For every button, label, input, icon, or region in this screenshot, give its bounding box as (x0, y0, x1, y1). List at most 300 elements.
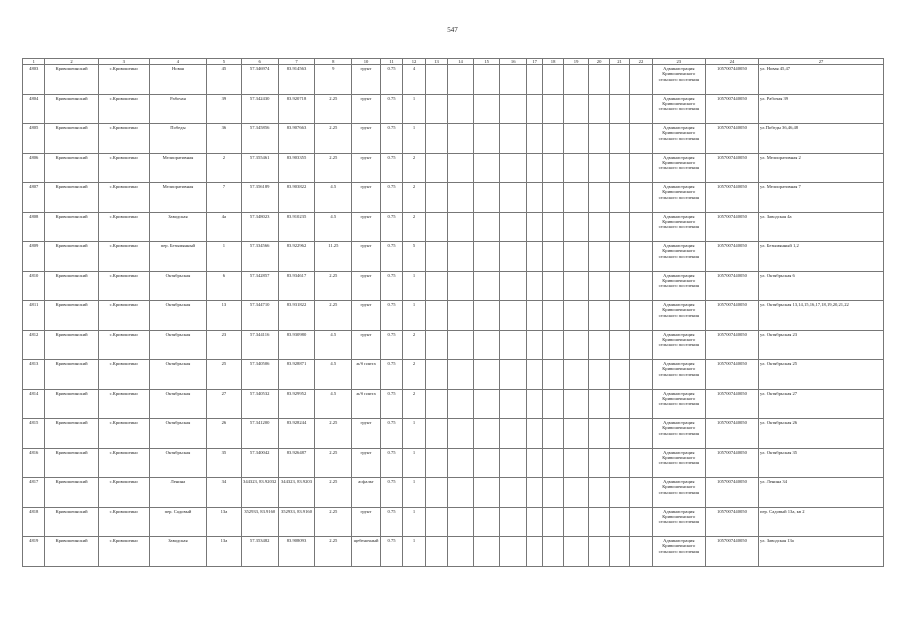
table-row (23, 153, 884, 183)
table-cell: Администрация Кривошеинского сельского поселения (652, 242, 705, 272)
table-cell (526, 389, 542, 419)
table-cell: 4.5 (315, 330, 352, 360)
column-header: 1 (23, 59, 45, 65)
table-cell: 2.25 (315, 419, 352, 449)
table-cell (425, 153, 447, 183)
table-cell: 39 (207, 94, 242, 124)
table-cell (425, 212, 447, 242)
table-cell: 4817 (23, 478, 45, 508)
table-cell (630, 360, 652, 390)
table-cell (563, 448, 589, 478)
table-cell: 1057007440050 (705, 478, 758, 508)
table-cell: 0.75 (380, 242, 402, 272)
table-cell: 1057007440050 (705, 507, 758, 537)
table-cell: Администрация Кривошеинского сельского поселения (652, 94, 705, 124)
table-cell: 4810 (23, 271, 45, 301)
table-cell: Кривошеинский (45, 271, 98, 301)
table-cell (630, 183, 652, 213)
table-cell: ж/б плита (352, 360, 381, 390)
table-cell (473, 330, 500, 360)
table-cell (543, 507, 563, 537)
table-cell: 2.25 (315, 507, 352, 537)
table-cell (425, 389, 447, 419)
table-cell: 83.910235 (278, 212, 315, 242)
table-cell (589, 153, 609, 183)
table-cell: 4816 (23, 448, 45, 478)
table-cell (473, 65, 500, 95)
table-row (23, 212, 884, 242)
table-cell: 35 (207, 448, 242, 478)
column-header: 20 (589, 59, 609, 65)
table-cell: с.Кривошеино (98, 537, 149, 567)
table-cell (630, 301, 652, 331)
table-cell (609, 183, 629, 213)
table-cell: 0.75 (380, 360, 402, 390)
table-cell: грунт (352, 124, 381, 154)
table-cell (630, 212, 652, 242)
table-cell: 57.334566 (241, 242, 278, 272)
table-cell: 57.342857 (241, 271, 278, 301)
table-cell (630, 478, 652, 508)
table-cell (589, 419, 609, 449)
table-cell (425, 537, 447, 567)
table-cell: 1057007440050 (705, 65, 758, 95)
table-cell: ул. Октябрьская 23 (759, 330, 884, 360)
table-cell: Кривошеинский (45, 507, 98, 537)
table-cell: 57.346974 (241, 65, 278, 95)
table-cell: 4814 (23, 389, 45, 419)
table-cell: грунт (352, 301, 381, 331)
table-cell (425, 330, 447, 360)
table-cell: 4809 (23, 242, 45, 272)
table-cell (563, 389, 589, 419)
table-cell: 1057007440050 (705, 448, 758, 478)
table-cell (500, 507, 527, 537)
registry-table (22, 58, 884, 567)
table-cell: 1 (403, 537, 425, 567)
table-cell: с.Кривошеино (98, 65, 149, 95)
table-cell: 0.75 (380, 537, 402, 567)
table-cell (609, 153, 629, 183)
table-cell: 1 (207, 242, 242, 272)
table-cell (609, 478, 629, 508)
table-row (23, 419, 884, 449)
table-cell (609, 271, 629, 301)
table-cell: с.Кривошеино (98, 183, 149, 213)
table-cell (609, 419, 629, 449)
table-row (23, 124, 884, 154)
table-cell (425, 124, 447, 154)
table-cell (473, 301, 500, 331)
table-cell: с.Кривошеино (98, 271, 149, 301)
table-cell (563, 330, 589, 360)
table-cell: 1057007440050 (705, 537, 758, 567)
table-cell (589, 360, 609, 390)
table-cell: 1057007440050 (705, 183, 758, 213)
table-cell: 1057007440050 (705, 242, 758, 272)
table-cell: 7 (207, 183, 242, 213)
table-cell: с.Кривошеино (98, 153, 149, 183)
table-cell (609, 389, 629, 419)
table-cell: грунт (352, 507, 381, 537)
table-cell (526, 448, 542, 478)
table-cell: Администрация Кривошеинского сельского поселения (652, 124, 705, 154)
table-cell (500, 153, 527, 183)
table-cell: 57.344116 (241, 330, 278, 360)
table-cell (563, 419, 589, 449)
table-cell: 2 (403, 212, 425, 242)
table-cell: Кривошеинский (45, 124, 98, 154)
table-cell (543, 271, 563, 301)
table-cell: 57.355461 (241, 153, 278, 183)
table-cell: грунт (352, 153, 381, 183)
table-cell: 27 (207, 389, 242, 419)
column-header: 19 (563, 59, 589, 65)
table-cell: 4813 (23, 360, 45, 390)
table-cell (630, 507, 652, 537)
column-header: 14 (448, 59, 474, 65)
table-cell: 2 (403, 330, 425, 360)
table-cell (473, 183, 500, 213)
table-cell (589, 537, 609, 567)
table-cell (589, 448, 609, 478)
table-row (23, 448, 884, 478)
table-cell: 13 (207, 301, 242, 331)
table-row (23, 65, 884, 95)
table-cell: 0.75 (380, 478, 402, 508)
table-cell: 83.929952 (278, 389, 315, 419)
table-cell (526, 419, 542, 449)
table-cell: 4а (207, 212, 242, 242)
table-cell: 0.75 (380, 419, 402, 449)
table-cell (500, 271, 527, 301)
table-cell (563, 242, 589, 272)
table-cell: ул. Мелиоративная 7 (759, 183, 884, 213)
table-cell: Администрация Кривошеинского сельского поселения (652, 537, 705, 567)
column-header: 23 (652, 59, 705, 65)
table-cell: Октябрьская (149, 360, 206, 390)
table-cell: Администрация Кривошеинского сельского поселения (652, 360, 705, 390)
table-cell (609, 212, 629, 242)
table-cell: 57.341200 (241, 419, 278, 449)
table-row (23, 94, 884, 124)
table-cell (543, 301, 563, 331)
table-cell: 0.75 (380, 389, 402, 419)
table-cell (473, 478, 500, 508)
table-cell (589, 212, 609, 242)
table-cell (630, 94, 652, 124)
table-cell: ул. Октябрьская 27 (759, 389, 884, 419)
table-cell (425, 507, 447, 537)
table-cell: 1 (403, 448, 425, 478)
table-cell: 0.75 (380, 183, 402, 213)
table-cell (500, 183, 527, 213)
table-cell: Кривошеинский (45, 94, 98, 124)
table-cell (473, 94, 500, 124)
table-cell: 1057007440050 (705, 124, 758, 154)
table-cell: Администрация Кривошеинского сельского поселения (652, 183, 705, 213)
table-cell: 2.25 (315, 537, 352, 567)
table-cell: 344323, 83.9203 (278, 478, 315, 508)
table-cell (500, 212, 527, 242)
table-cell (543, 94, 563, 124)
table-cell: ул. Октябрьская 13,14,15,16,17,18,19,20,21,22 (759, 301, 884, 331)
table-cell: 83.928244 (278, 419, 315, 449)
table-cell (473, 153, 500, 183)
table-cell (448, 153, 474, 183)
table-cell: 1057007440050 (705, 271, 758, 301)
table-cell: 1 (403, 419, 425, 449)
table-cell (589, 94, 609, 124)
table-cell (473, 389, 500, 419)
table-cell: 0.75 (380, 65, 402, 95)
table-cell (609, 65, 629, 95)
table-cell: Администрация Кривошеинского сельского поселения (652, 389, 705, 419)
table-cell: ул. Октябрьская 6 (759, 271, 884, 301)
table-cell: с.Кривошеино (98, 419, 149, 449)
table-cell: ул. Мелиоративная 2 (759, 153, 884, 183)
table-cell: 83.903355 (278, 153, 315, 183)
table-cell: Кривошеинский (45, 360, 98, 390)
column-header: 10 (352, 59, 381, 65)
table-cell: грунт (352, 212, 381, 242)
table-cell (526, 153, 542, 183)
table-cell: Кривошеинский (45, 389, 98, 419)
table-cell: ж/б плита (352, 389, 381, 419)
table-cell: 6 (207, 271, 242, 301)
table-cell: с.Кривошеино (98, 507, 149, 537)
table-body (23, 65, 884, 567)
table-cell: Кривошеинский (45, 537, 98, 567)
table-cell (563, 537, 589, 567)
table-cell (473, 360, 500, 390)
table-cell: 83.926487 (278, 448, 315, 478)
column-header: 7 (278, 59, 315, 65)
column-header: 3 (98, 59, 149, 65)
table-cell: с.Кривошеино (98, 360, 149, 390)
table-cell (500, 242, 527, 272)
table-cell (630, 153, 652, 183)
table-cell: 0.75 (380, 212, 402, 242)
table-cell (543, 419, 563, 449)
table-cell: 0.75 (380, 124, 402, 154)
table-cell: 4811 (23, 301, 45, 331)
table-cell (425, 360, 447, 390)
table-cell: 344323, 83.92032 (241, 478, 278, 508)
table-cell: Заводская (149, 537, 206, 567)
table-cell: Кривошеинский (45, 65, 98, 95)
table-cell: 83.907663 (278, 124, 315, 154)
table-cell: грунт (352, 419, 381, 449)
table-cell (425, 419, 447, 449)
table-cell: 1057007440050 (705, 94, 758, 124)
table-cell: 83.934617 (278, 271, 315, 301)
table-cell (526, 301, 542, 331)
table-cell: 352933, 83.9160 (278, 507, 315, 537)
table-cell: 2 (403, 183, 425, 213)
table-cell (589, 301, 609, 331)
column-header: 2 (45, 59, 98, 65)
table-cell: 0.75 (380, 507, 402, 537)
table-cell: пер. Безымянный (149, 242, 206, 272)
table-cell (448, 507, 474, 537)
table-cell (543, 242, 563, 272)
table-cell: ул. Октябрьская 25 (759, 360, 884, 390)
table-cell (609, 242, 629, 272)
table-cell (543, 448, 563, 478)
table-row (23, 478, 884, 508)
table-cell: 2.25 (315, 124, 352, 154)
table-cell (448, 419, 474, 449)
column-header: 15 (473, 59, 500, 65)
table-cell (526, 94, 542, 124)
table-cell (473, 537, 500, 567)
table-cell (500, 301, 527, 331)
table-cell: 34 (207, 478, 242, 508)
table-row (23, 360, 884, 390)
table-cell (589, 330, 609, 360)
column-header: 6 (241, 59, 278, 65)
table-cell: Администрация Кривошеинского сельского поселения (652, 448, 705, 478)
table-cell (563, 94, 589, 124)
column-header: 13 (425, 59, 447, 65)
table-cell (425, 301, 447, 331)
table-cell (473, 271, 500, 301)
table-cell: грунт (352, 183, 381, 213)
table-row (23, 271, 884, 301)
table-cell: 83.928871 (278, 360, 315, 390)
table-cell (526, 271, 542, 301)
table-cell: грунт (352, 448, 381, 478)
table-cell (526, 65, 542, 95)
table-cell: 25 (207, 360, 242, 390)
table-cell (543, 124, 563, 154)
table-cell (609, 124, 629, 154)
table-cell: 4806 (23, 153, 45, 183)
table-cell (526, 183, 542, 213)
table-cell: Ленина (149, 478, 206, 508)
table-cell: Кривошеинский (45, 242, 98, 272)
table-cell (609, 301, 629, 331)
table-cell: 2.25 (315, 271, 352, 301)
column-header: 4 (149, 59, 206, 65)
table-cell: 36 (207, 124, 242, 154)
table-cell (425, 94, 447, 124)
table-cell (609, 537, 629, 567)
table-cell: 57.356189 (241, 183, 278, 213)
table-cell: 57.353482 (241, 537, 278, 567)
table-row (23, 389, 884, 419)
table-cell (473, 419, 500, 449)
table-cell (543, 389, 563, 419)
table-cell: 57.340506 (241, 360, 278, 390)
table-cell: Кривошеинский (45, 301, 98, 331)
table-cell (630, 537, 652, 567)
table-cell: 4807 (23, 183, 45, 213)
table-cell (589, 65, 609, 95)
table-cell: 4.5 (315, 389, 352, 419)
table-cell (526, 507, 542, 537)
table-cell: 83.908093 (278, 537, 315, 567)
table-cell: 11.25 (315, 242, 352, 272)
table-cell (500, 389, 527, 419)
column-header: 24 (705, 59, 758, 65)
table-cell: Октябрьская (149, 419, 206, 449)
table-row (23, 242, 884, 272)
table-cell: 4.5 (315, 183, 352, 213)
table-cell: Мелиоративная (149, 183, 206, 213)
table-cell: 4805 (23, 124, 45, 154)
table-cell: грунт (352, 330, 381, 360)
table-cell: Заводская (149, 212, 206, 242)
column-header: 8 (315, 59, 352, 65)
table-cell: с.Кривошеино (98, 389, 149, 419)
column-header: 21 (609, 59, 629, 65)
table-cell (543, 330, 563, 360)
table-cell (500, 448, 527, 478)
table-cell (448, 448, 474, 478)
table-cell (473, 212, 500, 242)
table-cell: 4 (403, 65, 425, 95)
table-cell (609, 360, 629, 390)
table-cell (589, 271, 609, 301)
table-cell: Мелиоративная (149, 153, 206, 183)
table-cell: 57.340532 (241, 389, 278, 419)
column-header: 17 (526, 59, 542, 65)
table-cell: Администрация Кривошеинского сельского поселения (652, 330, 705, 360)
table-cell: Администрация Кривошеинского сельского поселения (652, 153, 705, 183)
table-cell: 23 (207, 330, 242, 360)
table-cell (526, 478, 542, 508)
table-row (23, 507, 884, 537)
table-row (23, 183, 884, 213)
table-cell (425, 448, 447, 478)
table-cell: 1 (403, 507, 425, 537)
table-cell (448, 537, 474, 567)
table-cell: 57.344710 (241, 301, 278, 331)
table-cell: Кривошеинский (45, 330, 98, 360)
table-row (23, 301, 884, 331)
table-cell: 2.25 (315, 478, 352, 508)
column-header: 5 (207, 59, 242, 65)
table-cell (448, 212, 474, 242)
table-cell: 0.75 (380, 448, 402, 478)
table-cell: 1057007440050 (705, 153, 758, 183)
table-cell (589, 478, 609, 508)
table-cell (448, 124, 474, 154)
table-cell (609, 330, 629, 360)
table-cell (500, 537, 527, 567)
table-cell: 1057007440050 (705, 419, 758, 449)
table-cell (500, 124, 527, 154)
table-cell: Октябрьская (149, 448, 206, 478)
table-cell (563, 301, 589, 331)
table-cell: 2 (403, 153, 425, 183)
table-cell (630, 271, 652, 301)
table-cell (500, 65, 527, 95)
table-cell: с.Кривошеино (98, 212, 149, 242)
table-cell (473, 448, 500, 478)
table-cell (448, 360, 474, 390)
table-cell: 4.5 (315, 360, 352, 390)
table-cell: ул. Новая 45,47 (759, 65, 884, 95)
column-header: 12 (403, 59, 425, 65)
table-cell (448, 242, 474, 272)
column-header: 18 (543, 59, 563, 65)
table-cell (563, 183, 589, 213)
table-cell: 1057007440050 (705, 360, 758, 390)
table-cell (543, 360, 563, 390)
